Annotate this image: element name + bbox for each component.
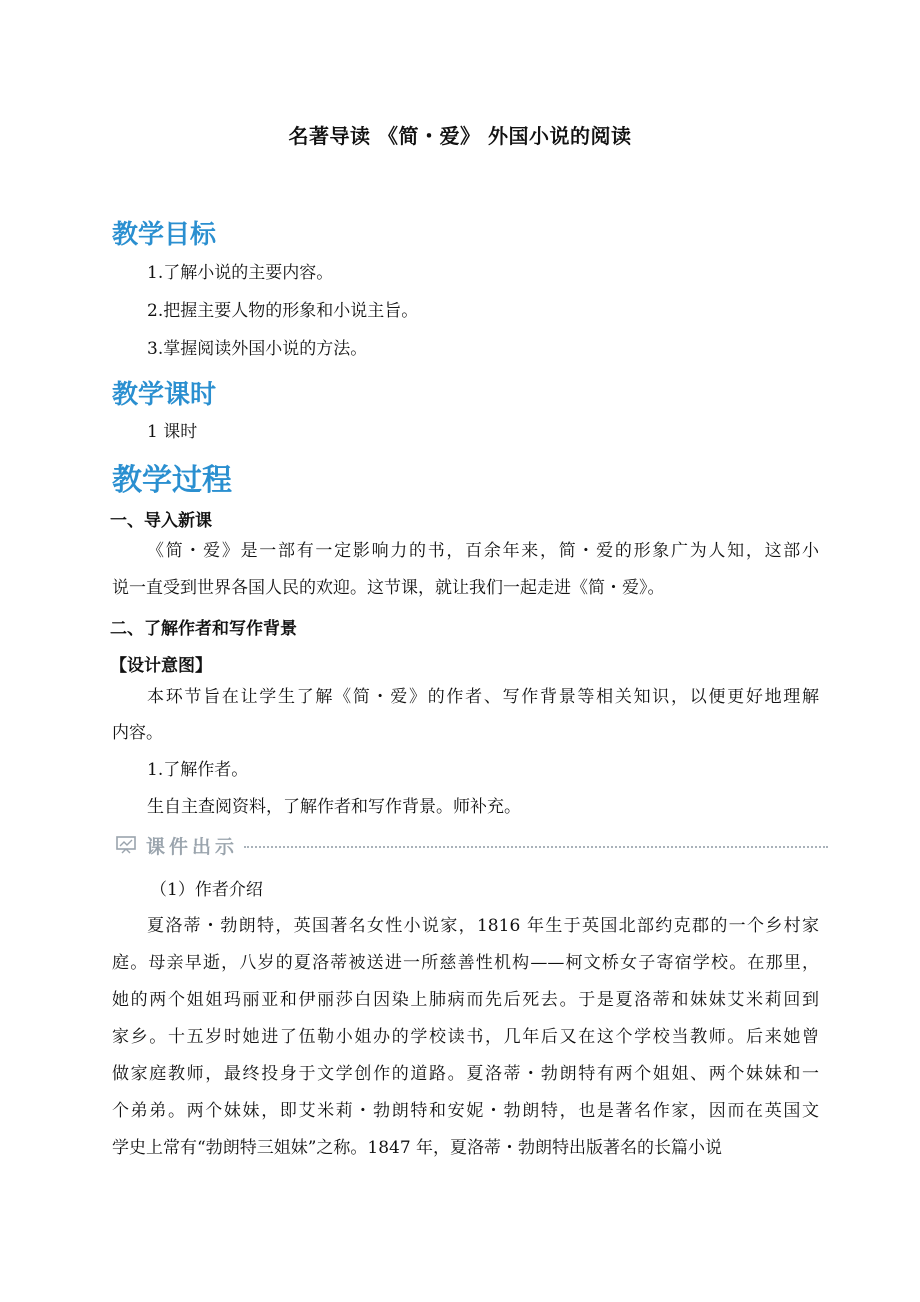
design-intent-label: 【设计意图】: [110, 656, 212, 676]
author-line-5: 做家庭教师，最终投身于文学创作的道路。夏洛蒂・勃朗特有两个姐姐、两个妹妹和一: [112, 1064, 819, 1084]
author-line-1: 夏洛蒂・勃朗特，英国著名女性小说家，1816 年生于英国北部约克郡的一个乡村家: [147, 916, 819, 936]
step-research-text: 生自主查阅资料，了解作者和写作背景。师补充。: [147, 797, 521, 817]
heading-teaching-process: 教学过程: [112, 463, 232, 498]
courseware-label: 课件出示: [146, 836, 239, 858]
document-title: 名著导读 《简・爱》 外国小说的阅读: [288, 124, 632, 148]
author-line-6: 个弟弟。两个妹妹，即艾米莉・勃朗特和安妮・勃朗特，也是著名作家，因而在英国文: [112, 1101, 819, 1121]
banner-divider: [244, 846, 828, 848]
author-line-4: 家乡。十五岁时她进了伍勒小姐办的学校读书，几年后又在这个学校当教师。后来她曾: [112, 1027, 819, 1047]
courseware-banner: [116, 832, 828, 860]
intro-line-2: 说一直受到世界各国人民的欢迎。这节课，就让我们一起走进《简・爱》。: [112, 578, 665, 598]
intent-line-2: 内容。: [112, 723, 163, 743]
author-line-3: 她的两个姐姐玛丽亚和伊丽莎白因染上肺病而先后死去。于是夏洛蒂和妹妹艾米莉回到: [112, 990, 819, 1010]
heading-teaching-goals: 教学目标: [112, 220, 217, 250]
subheading-intro: 一、导入新课: [110, 511, 212, 531]
author-intro-heading: （1）作者介绍: [150, 880, 263, 900]
goal-item-3: 3.掌握阅读外国小说的方法。: [147, 339, 368, 359]
presentation-board-icon: [116, 836, 136, 854]
step-understand-author: 1.了解作者。: [147, 760, 249, 780]
intent-line-1: 本环节旨在让学生了解《简・爱》的作者、写作背景等相关知识，以便更好地理解: [147, 687, 819, 707]
goal-item-1: 1.了解小说的主要内容。: [147, 263, 334, 283]
class-hours-text: 1 课时: [147, 422, 198, 442]
author-line-2: 庭。母亲早逝，八岁的夏洛蒂被送进一所慈善性机构——柯文桥女子寄宿学校。在那里，: [112, 953, 819, 973]
intro-line-1: 《简・爱》是一部有一定影响力的书，百余年来，简・爱的形象广为人知，这部小: [147, 541, 819, 561]
subheading-author-background: 二、了解作者和写作背景: [110, 619, 297, 639]
goal-item-2: 2.把握主要人物的形象和小说主旨。: [147, 301, 419, 321]
heading-class-hours: 教学课时: [112, 380, 217, 410]
author-line-7: 学史上常有“勃朗特三姐妹”之称。1847 年，夏洛蒂・勃朗特出版著名的长篇小说: [112, 1138, 723, 1158]
